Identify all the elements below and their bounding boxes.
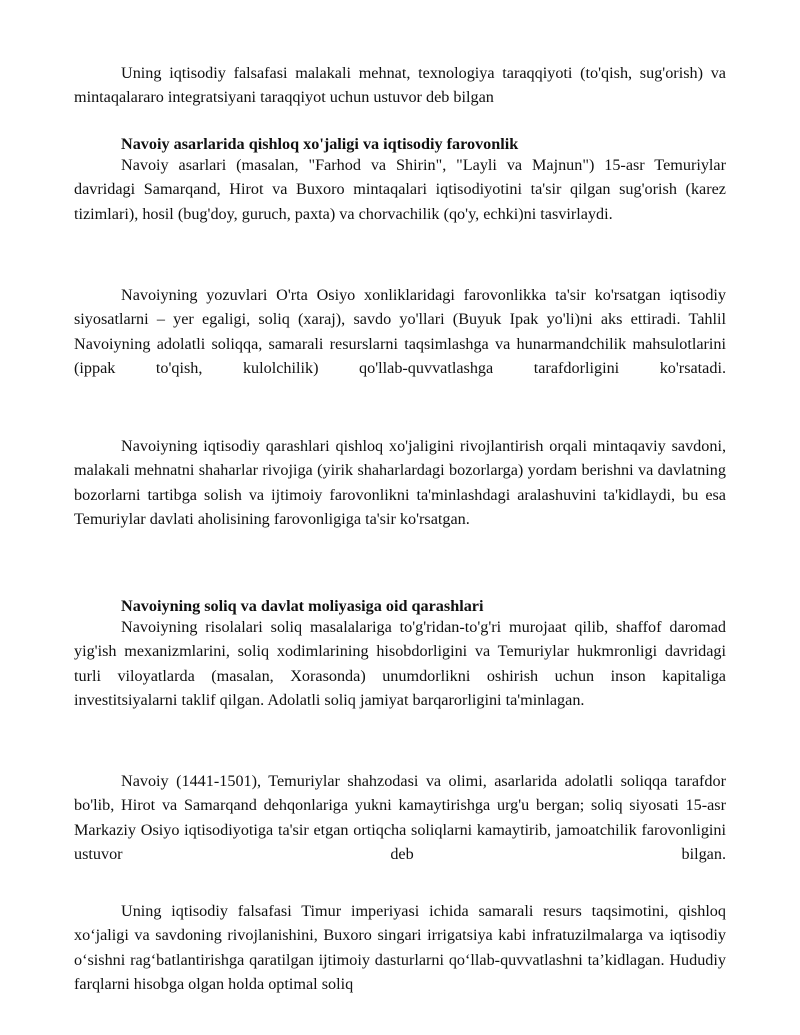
paragraph-economic-philosophy-timur: Uning iqtisodiy falsafasi Timur imperiyasi ichida samarali resurs taqsimotini, qishloq xo‘jaligi va savdoning rivojlanishini, Buxoro singari irrigatsiya kabi infratuzilmalarga va iqtisodiy o‘sishni rag‘batlantirishga qaratilgan ijtimoiy dasturlarni qo‘llab-quvvatlashni ta’kidlagan. Hududiy farqlarni hisobga olgan holda optimal soliq: [74, 902, 726, 994]
paragraph-economic-philosophy-intro: Uning iqtisodiy falsafasi malakali mehnat, texnologiya taraqqiyoti (to'qish, sug'orish) va mintaqalararo integratsiyani taraqqiyot uchun ustuvor deb bilgan: [74, 64, 726, 107]
paragraph-navoi-economic-views: Navoiyning iqtisodiy qarashlari qishloq xo'jaligini rivojlantirish orqali mintaqaviy savdoni, malakali mehnatni shaharlar rivojiga (yirik shaharlardagi bozorlarga) yordam berishni va davlatning bozorlarni tartibga solish va ijtimoiy farovonlikni ta'minlashdagi aralashuvini ta'kidlaydi, bu esa Temuriylar davlati aholisining farovonligiga ta'sir ko'rsatgan.: [74, 437, 726, 529]
section-heading-taxation: Navoiyning soliq va davlat moliyasiga oid qarashlari: [121, 597, 484, 615]
section-heading-agriculture: Navoiy asarlarida qishloq xo'jaligi va iqtisodiy farovonlik: [121, 135, 519, 153]
paragraph-navoi-treatises-tax: Navoiyning risolalari soliq masalalariga to'g'ridan-to'g'ri murojaat qilib, shaffof daromad yig'ish mexanizmlarini, soliq xodimlarining hisobdorligini va Temuriylar hukmronligi davridagi turli viloyatlarda (masalan, Xorasonda) unumdorlikni oshirish uchun inson kapitaliga investitsiyalarni taklif qilgan. Adolatli soliq jamiyat barqarorligini ta'minlagan.: [74, 618, 726, 710]
paragraph-navoi-works-agriculture: Navoiy asarlari (masalan, "Farhod va Shirin", "Layli va Majnun") 15-asr Temuriylar davridagi Samarqand, Hirot va Buxoro mintaqalari iqtisodiyotini ta'sir qilgan sug'orish (karez tizimlari), hosil (bug'doy, guruch, paxta) va chorvachilik (qo'y, echki)ni tasvirlaydi.: [74, 156, 726, 223]
paragraph-navoi-fair-tax: Navoiy (1441-1501), Temuriylar shahzodasi va olimi, asarlarida adolatli soliqqa tarafdor bo'lib, Hirot va Samarqand dehqonlariga yukni kamaytirishga urg'u bergan; soliq siyosati 15-asr Markaziy Osiyo iqtisodiyotiga ta'sir etgan ortiqcha soliqlarni kamaytirib, jamoatchilik farovonligini ustuvor deb bilgan.: [74, 772, 726, 864]
paragraph-navoi-writings-policies: Navoiyning yozuvlari O'rta Osiyo xonliklaridagi farovonlikka ta'sir ko'rsatgan iqtisodiy siyosatlarni – yer egaligi, soliq (xaraj), savdo yo'llari (Buyuk Ipak yo'li)ni aks ettiradi. Tahlil Navoiyning adolatli soliqqa, samarali resurslarni taqsimlashga va hunarmandchilik mahsulotlarini (ippak to'qish, kulolchilik) qo'llab-quvvatlashga tarafdorligini ko'rsatadi.: [74, 286, 726, 378]
